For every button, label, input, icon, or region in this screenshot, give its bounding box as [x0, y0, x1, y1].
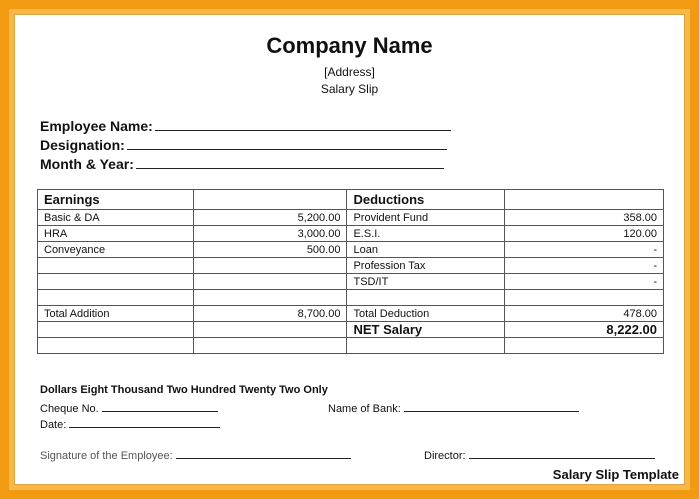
total-deduction-value: 478.00	[505, 306, 664, 322]
director-signature-field	[469, 448, 655, 459]
blank-cell	[505, 338, 664, 354]
earnings-header-blank	[193, 190, 347, 210]
month-year-label: Month & Year:	[40, 156, 134, 172]
designation-label: Designation:	[40, 137, 125, 153]
earning-label: Basic & DA	[38, 210, 194, 226]
earning-value: 3,000.00	[193, 226, 347, 242]
table-row	[38, 290, 664, 306]
cheque-field	[102, 401, 218, 412]
total-addition-label: Total Addition	[38, 306, 194, 322]
bank-line	[328, 401, 579, 415]
designation-line	[40, 135, 447, 153]
table-row-net	[38, 322, 664, 338]
table-row	[38, 242, 664, 258]
deduction-value: 358.00	[505, 210, 664, 226]
salary-table	[37, 189, 664, 354]
table-row	[38, 338, 664, 354]
table-row	[38, 210, 664, 226]
deduction-label: Provident Fund	[347, 210, 505, 226]
employee-name-field	[155, 116, 451, 131]
month-year-field	[136, 154, 444, 169]
employee-name-label: Employee Name:	[40, 118, 153, 134]
earning-value	[193, 290, 347, 306]
deduction-value: -	[505, 242, 664, 258]
blank-cell	[347, 338, 505, 354]
deduction-label: Loan	[347, 242, 505, 258]
company-name: Company Name	[266, 33, 433, 58]
net-salary-value: 8,222.00	[505, 322, 664, 338]
employee-signature-label: Signature of the Employee:	[40, 450, 173, 462]
table-row	[38, 274, 664, 290]
table-row	[38, 258, 664, 274]
bank-label: Name of Bank:	[328, 403, 401, 415]
bank-field	[404, 401, 579, 412]
template-caption: Salary Slip Template	[552, 467, 679, 482]
date-label: Date:	[40, 419, 67, 431]
deduction-label: E.S.I.	[347, 226, 505, 242]
earning-label: Conveyance	[38, 242, 194, 258]
deduction-value	[505, 290, 664, 306]
table-row	[38, 226, 664, 242]
employee-signature-field	[176, 448, 351, 459]
total-addition-value: 8,700.00	[193, 306, 347, 322]
net-blank-2	[193, 322, 347, 338]
table-header-row	[38, 190, 664, 210]
amount-in-words: Dollars Eight Thousand Two Hundred Twenty Two Only	[40, 384, 328, 396]
month-year-line	[40, 154, 444, 172]
employee-name-line	[40, 116, 451, 134]
table-row-totals	[38, 306, 664, 322]
deductions-header: Deductions	[347, 190, 505, 210]
blank-cell	[193, 338, 347, 354]
director-line	[424, 448, 655, 462]
deduction-value: 120.00	[505, 226, 664, 242]
deduction-label: TSD/IT	[347, 274, 505, 290]
earning-label: HRA	[38, 226, 194, 242]
employee-signature-line	[40, 448, 351, 462]
blank-cell	[38, 338, 194, 354]
deduction-value: -	[505, 274, 664, 290]
earning-value: 500.00	[193, 242, 347, 258]
deduction-label	[347, 290, 505, 306]
earning-label	[38, 290, 194, 306]
director-label: Director:	[424, 450, 466, 462]
net-salary-label: NET Salary	[347, 322, 505, 338]
date-field	[69, 417, 220, 428]
net-blank-1	[38, 322, 194, 338]
total-deduction-label: Total Deduction	[347, 306, 505, 322]
earning-value: 5,200.00	[193, 210, 347, 226]
document-subtitle: Salary Slip	[320, 82, 379, 96]
company-address: [Address]	[324, 65, 375, 79]
date-line	[40, 417, 220, 431]
earning-value	[193, 274, 347, 290]
cheque-line	[40, 401, 218, 415]
deduction-value: -	[505, 258, 664, 274]
cheque-label: Cheque No.	[40, 403, 99, 415]
earning-value	[193, 258, 347, 274]
earning-label	[38, 274, 194, 290]
deduction-label: Profession Tax	[347, 258, 505, 274]
designation-field	[127, 135, 447, 150]
deductions-header-blank	[505, 190, 664, 210]
earning-label	[38, 258, 194, 274]
earnings-header: Earnings	[38, 190, 194, 210]
